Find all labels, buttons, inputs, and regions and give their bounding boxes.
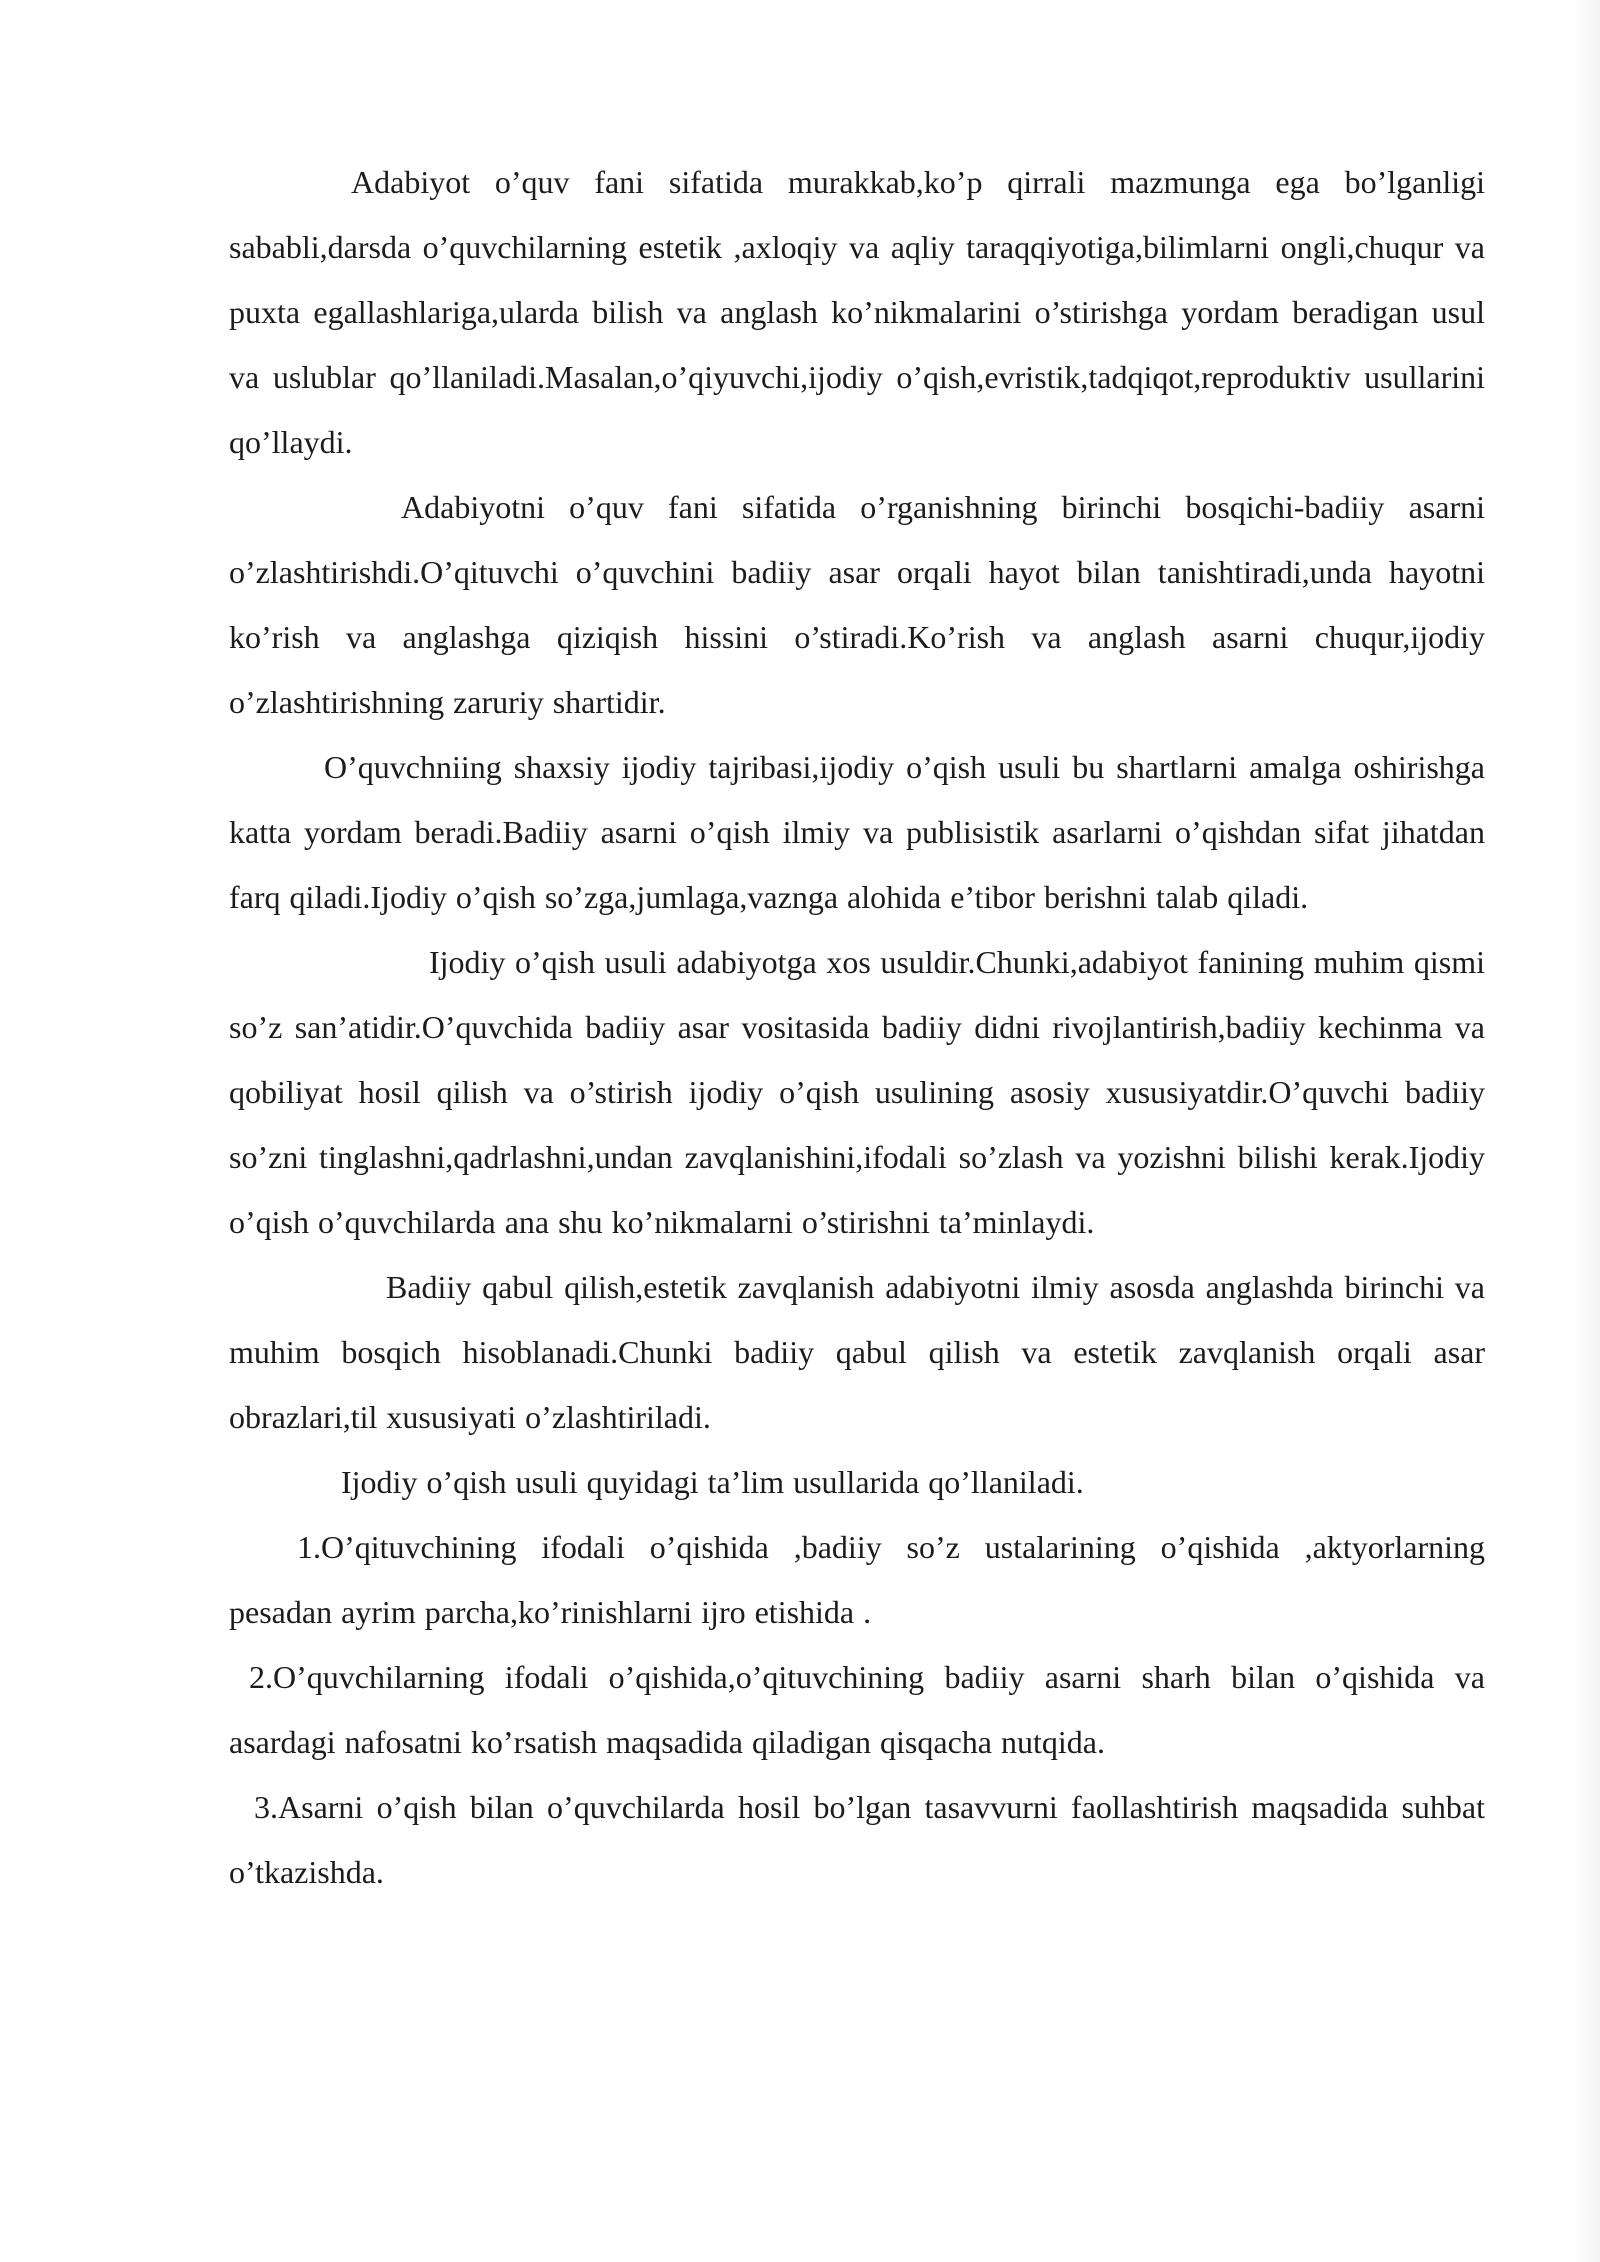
document-body	[229, 150, 1485, 1905]
paragraph-creative-experience: O’quvchniing shaxsiy ijodiy tajribasi,ijodiy o’qish usuli bu shartlarni amalga oshirishga katta yordam beradi.Badiiy asarni o’qish ilmiy va publisistik asarlarni o’qishdan sifat jihatdan farq qiladi.Ijodiy o’qish so’zga,jumlaga,vaznga alohida e’tibor berishni talab qiladi.	[229, 749, 1485, 915]
paragraph-intro: Adabiyot o’quv fani sifatida murakkab,ko’p qirrali mazmunga ega bo’lganligi sababli,darsda o’quvchilarning estetik ,axloqiy va aqliy taraqqiyotiga,bilimlarni ongli,chuqur va puxta egallashlariga,ularda bilish va anglash ko’nikmalarini o’stirishga yordam beradigan usul va uslublar qo’llaniladi.Masalan,o’qiyuvchi,ijodiy o’qish,evristik,tadqiqot,reproduktiv usullarini qo’llaydi.	[229, 164, 1485, 460]
paragraph-artistic-perception: Badiiy qabul qilish,estetik zavqlanish adabiyotni ilmiy asosda anglashda birinchi va muhim bosqich hisoblanadi.Chunki badiiy qabul qilish va estetik zavqlanish orqali asar obrazlari,til xususiyati o’zlashtiriladi.	[229, 1269, 1485, 1435]
list-item-1: 1.O’qituvchining ifodali o’qishida ,badiiy so’z ustalarining o’qishida ,aktyorlarning pesadan ayrim parcha,ko’rinishlarni ijro etishida .	[229, 1529, 1485, 1630]
paragraph-methods-intro: Ijodiy o’qish usuli quyidagi ta’lim usullarida qo’llaniladi.	[341, 1464, 1084, 1500]
paragraph-creative-reading: Ijodiy o’qish usuli adabiyotga xos usuldir.Chunki,adabiyot fanining muhim qismi so’z san’atidir.O’quvchida badiiy asar vositasida badiiy didni rivojlantirish,badiiy kechinma va qobiliyat hosil qilish va o’stirish ijodiy o’qish usulining asosiy xususiyatdir.O’quvchi badiiy so’zni tinglashni,qadrlashni,undan zavqlanishini,ifodali so’zlash va yozishni bilishi kerak.Ijodiy o’qish o’quvchilarda ana shu ko’nikmalarni o’stirishni ta’minlaydi.	[229, 944, 1485, 1240]
list-item-2: 2.O’quvchilarning ifodali o’qishida,o’qituvchining badiiy asarni sharh bilan o’qishida va asardagi nafosatni ko’rsatish maqsadida qiladigan qisqacha nutqida.	[229, 1659, 1485, 1760]
paragraph-first-stage: Adabiyotni o’quv fani sifatida o’rganishning birinchi bosqichi-badiiy asarni o’zlashtirishdi.O’qituvchi o’quvchini badiiy asar orqali hayot bilan tanishtiradi,unda hayotni ko’rish va anglashga qiziqish hissini o’stiradi.Ko’rish va anglash asarni chuqur,ijodiy o’zlashtirishning zaruriy shartidir.	[229, 489, 1485, 720]
page-edge-shadow	[1572, 0, 1600, 2262]
list-item-3: 3.Asarni o’qish bilan o’quvchilarda hosil bo’lgan tasavvurni faollashtirish maqsadida suhbat o’tkazishda.	[229, 1789, 1485, 1890]
